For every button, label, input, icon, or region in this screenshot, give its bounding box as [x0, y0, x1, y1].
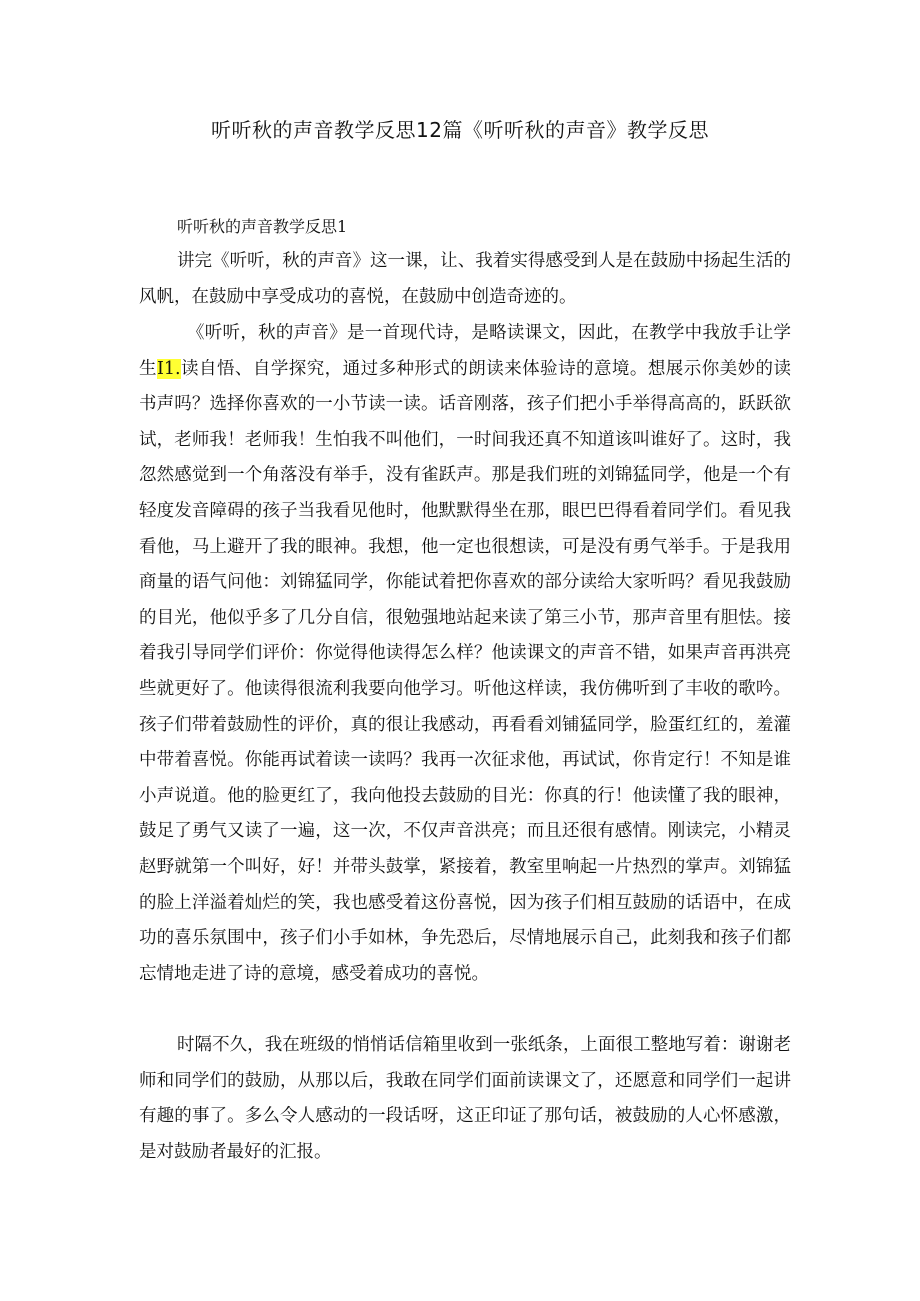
paragraph-3: 时隔不久，我在班级的悄悄话信箱里收到一张纸条，上面很工整地写着：谢谢老师和同学们的鼓励，从那以后，我敢在同学们面前读课文了，还愿意和同学们一起讲有趣的事了。多么令人感动的一段话呀，这正印证了那句话，被鼓励的人心怀感激，是对鼓励者最好的汇报。: [139, 1035, 791, 1162]
paragraph-2-text-rest: 读自悟、自学探究，通过多种形式的朗读来体验诗的意境。想展示你美妙的读书声吗？选择你喜欢的一小节读一读。话音刚落，孩子们把小手举得高高的，跃跃欲试，老师我！老师我！生怕我不叫他们，一时间我还真不知道该叫谁好了。这时，我忽然感觉到一个角落没有举手，没有雀跃声。那是我们班的刘锦猛同学，他是一个有轻度发音障碍的孩子当我看见他时，他默默得坐在那，眼巴巴得看着同学们。看见我看他，马上避开了我的眼神。我想，他一定也很想读，可是没有勇气举手。于是我用商量的语气问他：刘锦猛同学，你能试着把你喜欢的部分读给大家听吗？看见我鼓励的目光，他似乎多了几分自信，很勉强地站起来读了第三小节，那声音里有胆怯。接着我引导同学们评价：你觉得他读得怎么样？他读课文的声音不错，如果声音再洪亮些就更好了。他读得很流利我要向他学习。听他这样读，我仿佛听到了丰收的歌吟。孩子们带着鼓励性的评价，真的很让我感动，再看看刘铺猛同学，脸蛋红红的，羞灌中带着喜悦。你能再试着读一读吗？我再一次征求他，再试试，你肯定行！不知是谁小声说道。他的脸更红了，我向他投去鼓励的目光：你真的行！他读懂了我的眼神，鼓足了勇气又读了一遍，这一次，不仅声音洪亮；而且还很有感情。刚读完，小精灵赵野就第一个叫好，好！并带头鼓掌，紧接着，教室里响起一片热烈的掌声。刘锦猛的脸上洋溢着灿烂的笑，我也感受着这份喜悦，因为孩子们相互鼓励的话语中，在成功的喜乐氛围中，孩子们小手如林，争先恐后，尽情地展示自己，此刻我和孩子们都忘情地走进了诗的意境，感受着成功的喜悦。: [139, 358, 792, 984]
paragraph-2: [139, 316, 791, 992]
section-heading: 听听秋的声音教学反思1: [177, 217, 348, 236]
document-title: 听听秋的声音教学反思12篇《听听秋的声音》教学反思: [211, 118, 709, 142]
paragraph-2-text-start: 《听听，秋的声音》是一首现代诗，是略读课文，因此，在教学中我放手让学生: [139, 323, 791, 379]
paragraph-1: 讲完《听听，秋的声音》这一课，让、我着实得感受到人是在鼓励中扬起生活的风帆，在鼓励中享受成功的喜悦，在鼓励中创造奇迹的。: [139, 251, 791, 307]
highlighted-marker: I1.: [156, 358, 181, 379]
